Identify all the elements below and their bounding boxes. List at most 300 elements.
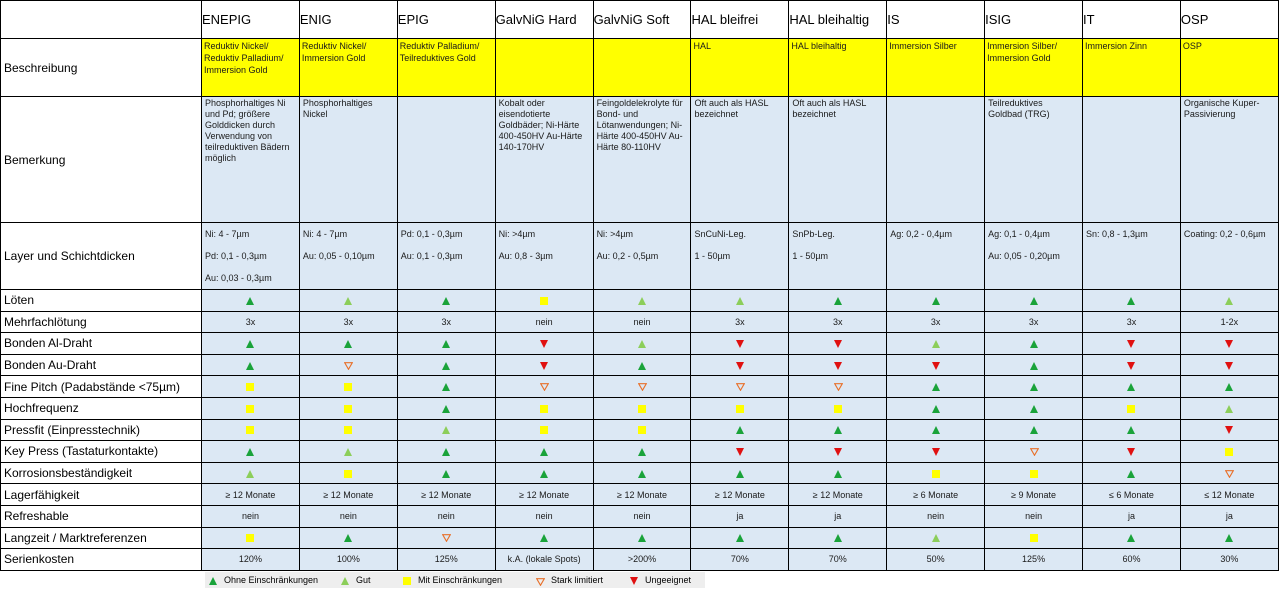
rating-cell (593, 441, 691, 463)
value-cell: ja (691, 505, 789, 527)
property-row (1, 376, 1279, 398)
rating-cell (887, 290, 985, 312)
row-label: Key Press (Tastaturkontakte) (1, 441, 202, 463)
triangle-down-red-icon (834, 448, 842, 456)
rating-cell (397, 376, 495, 398)
header-row (1, 1, 1279, 39)
triangle-down-outline-orange-icon (344, 362, 352, 370)
triangle-up-dark-green-icon (442, 297, 450, 305)
rating-cell (202, 397, 300, 419)
triangle-down-outline-orange-shape (536, 578, 545, 586)
rating-cell (397, 527, 495, 549)
triangle-up-dark-green-icon (638, 448, 646, 456)
rating-cell (202, 441, 300, 463)
triangle-up-dark-green-icon (246, 448, 254, 456)
layer-cell (1083, 223, 1181, 290)
triangle-down-outline-orange-shape (344, 362, 353, 370)
rating-cell (691, 397, 789, 419)
row-label: Mehrfachlötung (1, 311, 202, 333)
value-cell: ≤ 12 Monate (1180, 484, 1278, 506)
remark-cell: Organische Kuper-Passivierung (1180, 97, 1278, 223)
property-row (1, 505, 1279, 527)
rating-cell (691, 462, 789, 484)
property-row (1, 527, 1279, 549)
rating-cell (1180, 462, 1278, 484)
rating-cell (495, 397, 593, 419)
rating-cell (299, 376, 397, 398)
square-yellow-icon (403, 577, 411, 585)
value-cell: 3x (789, 311, 887, 333)
value-cell: ≥ 12 Monate (691, 484, 789, 506)
column-header: IS (887, 1, 985, 39)
rating-cell (495, 462, 593, 484)
value-cell: ≥ 6 Monate (887, 484, 985, 506)
row-label: Fine Pitch (Padabstände <75µm) (1, 376, 202, 398)
remark-cell: Phosphorhaltiges Nickel (299, 97, 397, 223)
triangle-up-dark-green-icon (638, 470, 646, 478)
legend-item (630, 574, 691, 586)
description-cell: Reduktiv Nickel/ Reduktiv Palladium/ Immersion Gold (202, 39, 300, 97)
description-cell (495, 39, 593, 97)
rating-cell (985, 441, 1083, 463)
triangle-up-light-green-icon (341, 577, 349, 585)
rating-cell (691, 376, 789, 398)
square-yellow-icon (344, 405, 352, 413)
rating-cell (887, 527, 985, 549)
square-yellow-icon (638, 405, 646, 413)
triangle-up-dark-green-icon (1030, 297, 1038, 305)
rating-cell (1083, 376, 1181, 398)
row-label: Löten (1, 290, 202, 312)
triangle-down-red-icon (736, 448, 744, 456)
triangle-down-outline-orange-icon (1225, 470, 1233, 478)
remark-row (1, 97, 1279, 223)
rating-cell (593, 397, 691, 419)
rating-cell (495, 376, 593, 398)
rating-cell (691, 527, 789, 549)
legend-label: Mit Einschränkungen (418, 575, 503, 585)
triangle-up-light-green-icon (736, 297, 744, 305)
layer-line: SnPb-Leg. (792, 229, 835, 239)
square-yellow-icon (246, 426, 254, 434)
triangle-up-dark-green-icon (1225, 534, 1233, 542)
rating-cell (202, 333, 300, 355)
rating-cell (202, 376, 300, 398)
square-yellow-icon (246, 383, 254, 391)
rating-cell (202, 290, 300, 312)
rating-cell (789, 441, 887, 463)
triangle-down-red-icon (932, 362, 940, 370)
description-cell: Reduktiv Palladium/ Teilreduktives Gold (397, 39, 495, 97)
triangle-up-light-green-icon (932, 534, 940, 542)
value-cell: 3x (299, 311, 397, 333)
triangle-down-red-icon (736, 362, 744, 370)
triangle-down-outline-orange-icon (442, 534, 450, 542)
rating-cell (1180, 419, 1278, 441)
triangle-up-dark-green-icon (442, 383, 450, 391)
row-label: Serienkosten (1, 549, 202, 571)
rating-cell (202, 354, 300, 376)
remark-cell: Oft auch als HASL bezeichnet (691, 97, 789, 223)
rating-cell (1083, 333, 1181, 355)
property-row (1, 333, 1279, 355)
triangle-up-light-green-icon (246, 470, 254, 478)
description-cell: OSP (1180, 39, 1278, 97)
triangle-down-outline-orange-shape (1225, 470, 1234, 478)
rating-cell (985, 397, 1083, 419)
triangle-down-outline-orange-icon (736, 383, 744, 391)
rating-cell (593, 419, 691, 441)
value-cell: nein (397, 505, 495, 527)
table-body (1, 1, 1279, 571)
rating-cell (887, 419, 985, 441)
square-yellow-icon (638, 426, 646, 434)
rating-cell (1083, 462, 1181, 484)
column-header: ENIG (299, 1, 397, 39)
rating-cell (691, 354, 789, 376)
rating-cell (299, 354, 397, 376)
value-cell: 3x (887, 311, 985, 333)
rating-cell (887, 462, 985, 484)
triangle-up-dark-green-icon (442, 405, 450, 413)
rating-cell (397, 333, 495, 355)
layer-line: Au: 0,1 - 0,3µm (400, 251, 463, 261)
rating-cell (202, 527, 300, 549)
rating-cell (593, 354, 691, 376)
value-cell: nein (299, 505, 397, 527)
rating-cell (1083, 397, 1181, 419)
remark-cell: Phosphorhaltiges Ni und Pd; größere Golddicken durch Verwendung von teilreduktiven Bädern möglich (202, 97, 300, 223)
square-yellow-icon (1127, 405, 1135, 413)
description-cell: Immersion Zinn (1083, 39, 1181, 97)
triangle-up-dark-green-icon (344, 534, 352, 542)
rating-cell (691, 333, 789, 355)
value-cell: 30% (1180, 549, 1278, 571)
triangle-down-red-icon (932, 448, 940, 456)
rating-cell (299, 397, 397, 419)
square-yellow-icon (540, 426, 548, 434)
triangle-up-dark-green-icon (209, 577, 217, 585)
triangle-down-outline-orange-shape (540, 383, 549, 391)
triangle-up-light-green-icon (932, 340, 940, 348)
layer-cell (887, 223, 985, 290)
column-header: HAL bleihaltig (789, 1, 887, 39)
rating-cell (495, 354, 593, 376)
rating-cell (593, 527, 691, 549)
triangle-up-dark-green-icon (442, 340, 450, 348)
rating-cell (397, 419, 495, 441)
layer-cell (593, 223, 691, 290)
rating-cell (593, 333, 691, 355)
row-label: Bonden Au-Draht (1, 354, 202, 376)
value-cell: ja (1180, 505, 1278, 527)
value-cell: 125% (397, 549, 495, 571)
triangle-up-dark-green-icon (1127, 297, 1135, 305)
column-header: OSP (1180, 1, 1278, 39)
layer-line: Ni: 4 - 7µm (205, 229, 250, 239)
triangle-down-red-icon (1225, 362, 1233, 370)
value-cell: ≥ 12 Monate (789, 484, 887, 506)
rating-cell (691, 441, 789, 463)
remark-cell: Teilreduktives Goldbad (TRG) (985, 97, 1083, 223)
remark-cell (1083, 97, 1181, 223)
triangle-down-outline-orange-icon (536, 577, 544, 585)
triangle-up-dark-green-icon (932, 405, 940, 413)
triangle-up-dark-green-icon (1225, 383, 1233, 391)
triangle-down-red-icon (736, 340, 744, 348)
rating-cell (985, 333, 1083, 355)
value-cell: 3x (397, 311, 495, 333)
legend-item (209, 574, 318, 586)
layer-line: Au: 0,8 - 3µm (498, 251, 553, 261)
row-label: Bemerkung (1, 97, 202, 223)
triangle-down-outline-orange-icon (1030, 448, 1038, 456)
rating-cell (1180, 397, 1278, 419)
value-cell: k.A. (lokale Spots) (495, 549, 593, 571)
square-yellow-icon (540, 297, 548, 305)
value-cell: 60% (1083, 549, 1181, 571)
rating-cell (397, 354, 495, 376)
property-row (1, 354, 1279, 376)
column-header: ENEPIG (202, 1, 300, 39)
layer-line: 1 - 50µm (694, 251, 731, 261)
layer-line: Au: 0,03 - 0,3µm (205, 273, 272, 283)
rating-cell (789, 419, 887, 441)
rating-cell (1180, 441, 1278, 463)
legend-item (341, 574, 371, 586)
triangle-down-red-icon (1127, 448, 1135, 456)
legend (205, 572, 705, 588)
triangle-down-outline-orange-icon (638, 383, 646, 391)
rating-cell (789, 376, 887, 398)
square-yellow-icon (736, 405, 744, 413)
rating-cell (1180, 376, 1278, 398)
value-cell: >200% (593, 549, 691, 571)
value-cell: 3x (985, 311, 1083, 333)
layer-cell (789, 223, 887, 290)
rating-cell (495, 527, 593, 549)
layer-cell (495, 223, 593, 290)
rating-cell (495, 333, 593, 355)
rating-cell (593, 290, 691, 312)
layer-cell (985, 223, 1083, 290)
rating-cell (985, 290, 1083, 312)
legend-label: Gut (356, 575, 371, 585)
rating-cell (299, 290, 397, 312)
value-cell: 3x (691, 311, 789, 333)
triangle-down-red-icon (1225, 426, 1233, 434)
property-row (1, 419, 1279, 441)
rating-cell (887, 333, 985, 355)
triangle-down-red-icon (540, 340, 548, 348)
triangle-up-light-green-icon (1225, 297, 1233, 305)
triangle-up-dark-green-icon (1127, 534, 1135, 542)
rating-cell (985, 419, 1083, 441)
value-cell: 70% (789, 549, 887, 571)
value-cell: 1-2x (1180, 311, 1278, 333)
triangle-up-dark-green-icon (540, 534, 548, 542)
rating-cell (299, 462, 397, 484)
triangle-down-red-icon (630, 577, 638, 585)
layer-line: Coating: 0,2 - 0,6µm (1183, 229, 1266, 239)
legend-label: Stark limitiert (551, 575, 604, 585)
triangle-down-outline-orange-icon (834, 383, 842, 391)
rating-cell (397, 397, 495, 419)
triangle-up-dark-green-icon (1030, 340, 1038, 348)
rating-cell (789, 354, 887, 376)
value-cell: 50% (887, 549, 985, 571)
square-yellow-icon (1030, 470, 1038, 478)
triangle-down-outline-orange-shape (834, 383, 843, 391)
value-cell: nein (202, 505, 300, 527)
remark-cell: Feingoldelekrolyte für Bond- und Lötanwendungen; Ni-Härte 400-450HV Au-Härte 80-110HV (593, 97, 691, 223)
triangle-up-dark-green-icon (1127, 426, 1135, 434)
rating-cell (887, 397, 985, 419)
legend-label: Ungeeignet (645, 575, 692, 585)
triangle-up-dark-green-icon (1127, 383, 1135, 391)
row-label: Lagerfähigkeit (1, 484, 202, 506)
rating-cell (789, 527, 887, 549)
triangle-up-dark-green-icon (344, 340, 352, 348)
layer-cell (1180, 223, 1278, 290)
triangle-up-dark-green-icon (638, 362, 646, 370)
value-cell: 125% (985, 549, 1083, 571)
row-label: Langzeit / Marktreferenzen (1, 527, 202, 549)
value-cell: nein (495, 505, 593, 527)
rating-cell (887, 376, 985, 398)
layer-thickness-row (1, 223, 1279, 290)
layer-line: Sn: 0,8 - 1,3µm (1086, 229, 1148, 239)
rating-cell (495, 290, 593, 312)
row-label: Bonden Al-Draht (1, 333, 202, 355)
triangle-down-red-icon (834, 340, 842, 348)
rating-cell (985, 462, 1083, 484)
row-label: Korrosionsbeständigkeit (1, 462, 202, 484)
row-label: Pressfit (Einpresstechnik) (1, 419, 202, 441)
remark-cell: Kobalt oder eisendotierte Goldbäder; Ni-Härte 400-450HV Au-Härte 140-170HV (495, 97, 593, 223)
value-cell: nein (887, 505, 985, 527)
column-header: GalvNiG Hard (495, 1, 593, 39)
rating-cell (299, 419, 397, 441)
triangle-up-dark-green-icon (442, 362, 450, 370)
row-label: Layer und Schichtdicken (1, 223, 202, 290)
square-yellow-icon (344, 426, 352, 434)
rating-cell (299, 333, 397, 355)
triangle-up-dark-green-icon (736, 534, 744, 542)
rating-cell (985, 376, 1083, 398)
rating-cell (593, 376, 691, 398)
rating-cell (202, 462, 300, 484)
value-cell: 120% (202, 549, 300, 571)
layer-line: Ni: 4 - 7µm (302, 229, 348, 239)
value-cell: ≥ 12 Monate (593, 484, 691, 506)
triangle-up-dark-green-icon (1030, 362, 1038, 370)
row-label: Refreshable (1, 505, 202, 527)
rating-cell (1083, 419, 1181, 441)
rating-cell (495, 441, 593, 463)
triangle-up-dark-green-icon (834, 426, 842, 434)
value-cell: ≥ 12 Monate (202, 484, 300, 506)
remark-cell: Oft auch als HASL bezeichnet (789, 97, 887, 223)
rating-cell (789, 290, 887, 312)
value-cell: nein (593, 311, 691, 333)
value-cell: nein (495, 311, 593, 333)
property-row (1, 462, 1279, 484)
rating-cell (1083, 441, 1181, 463)
triangle-up-light-green-icon (344, 448, 352, 456)
rating-cell (887, 441, 985, 463)
rating-cell (789, 333, 887, 355)
layer-line: Au: 0,05 - 0,10µm (302, 251, 375, 261)
value-cell: ≥ 12 Monate (299, 484, 397, 506)
rating-cell (1083, 354, 1181, 376)
triangle-up-dark-green-icon (932, 426, 940, 434)
square-yellow-icon (1030, 534, 1038, 542)
triangle-up-light-green-icon (1225, 405, 1233, 413)
layer-cell (397, 223, 495, 290)
triangle-up-dark-green-icon (246, 362, 254, 370)
triangle-up-light-green-icon (442, 426, 450, 434)
layer-cell (299, 223, 397, 290)
rating-cell (789, 397, 887, 419)
layer-line: Au: 0,05 - 0,20µm (988, 251, 1060, 261)
description-cell: Immersion Silber (887, 39, 985, 97)
layer-cell (202, 223, 300, 290)
triangle-down-red-icon (834, 362, 842, 370)
description-row (1, 39, 1279, 97)
triangle-up-dark-green-icon (540, 448, 548, 456)
triangle-down-red-icon (1127, 340, 1135, 348)
square-yellow-icon (834, 405, 842, 413)
value-cell: ≤ 6 Monate (1083, 484, 1181, 506)
legend-item (536, 574, 603, 586)
rating-cell (1180, 290, 1278, 312)
remark-cell (397, 97, 495, 223)
description-cell: Reduktiv Nickel/ Immersion Gold (299, 39, 397, 97)
layer-line: Pd: 0,1 - 0,3µm (400, 229, 463, 239)
triangle-up-dark-green-icon (1030, 383, 1038, 391)
value-cell: 100% (299, 549, 397, 571)
row-label: Hochfrequenz (1, 397, 202, 419)
triangle-up-dark-green-icon (1127, 470, 1135, 478)
row-label: Beschreibung (1, 39, 202, 97)
rating-cell (397, 441, 495, 463)
triangle-up-dark-green-icon (1030, 405, 1038, 413)
remark-cell (887, 97, 985, 223)
description-cell: Immersion Silber/ Immersion Gold (985, 39, 1083, 97)
layer-cell (691, 223, 789, 290)
value-cell: 3x (1083, 311, 1181, 333)
triangle-up-dark-green-icon (736, 470, 744, 478)
triangle-down-outline-orange-shape (736, 383, 745, 391)
layer-line: Au: 0,2 - 0,5µm (596, 251, 659, 261)
rating-cell (1180, 354, 1278, 376)
column-header: IT (1083, 1, 1181, 39)
header-corner (1, 1, 202, 39)
triangle-down-outline-orange-shape (1030, 448, 1039, 456)
triangle-up-light-green-icon (638, 297, 646, 305)
triangle-down-red-icon (1225, 340, 1233, 348)
layer-line: Ni: >4µm (498, 229, 536, 239)
rating-cell (691, 419, 789, 441)
square-yellow-icon (540, 405, 548, 413)
triangle-up-dark-green-icon (834, 534, 842, 542)
description-cell: HAL bleihaltig (789, 39, 887, 97)
square-yellow-icon (344, 470, 352, 478)
description-cell (593, 39, 691, 97)
rating-cell (202, 419, 300, 441)
property-row (1, 484, 1279, 506)
